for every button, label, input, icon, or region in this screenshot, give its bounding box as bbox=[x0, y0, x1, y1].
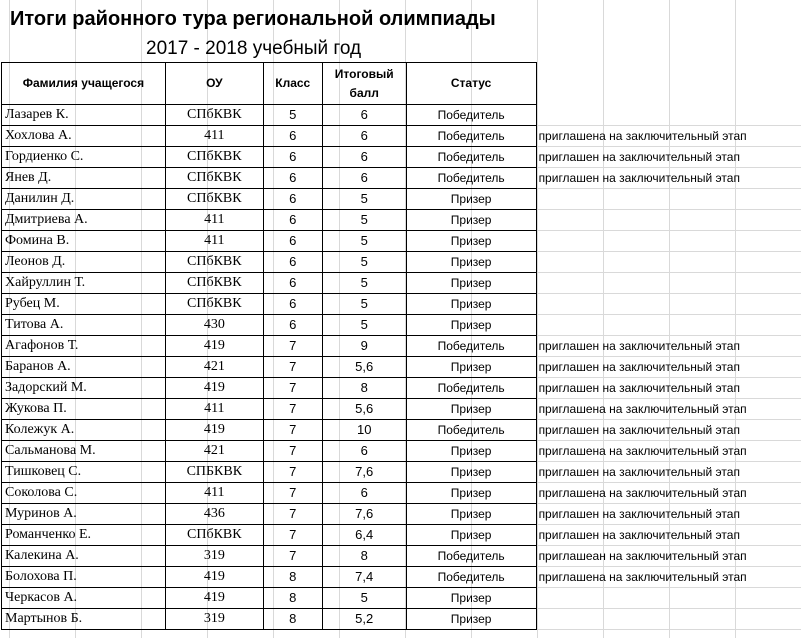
grade-cell[interactable]: 7 bbox=[263, 525, 322, 546]
score-cell[interactable]: 8 bbox=[322, 378, 406, 399]
note-cell[interactable]: приглашена на заключительный этап bbox=[536, 483, 801, 504]
student-name-cell[interactable]: Дмитриева А. bbox=[2, 210, 166, 231]
table-row bbox=[2, 210, 801, 231]
table-row bbox=[2, 588, 801, 609]
school-cell[interactable]: 411 bbox=[165, 210, 263, 231]
grade-cell[interactable]: 7 bbox=[263, 462, 322, 483]
note-cell[interactable]: приглашен на заключительный этап bbox=[536, 420, 801, 441]
student-name-cell[interactable]: Соколова С. bbox=[2, 483, 166, 504]
student-name-cell[interactable]: Мартынов Б. bbox=[2, 609, 166, 630]
grade-cell[interactable]: 6 bbox=[263, 294, 322, 315]
student-name-cell[interactable]: Хайруллин Т. bbox=[2, 273, 166, 294]
grade-cell[interactable]: 6 bbox=[263, 252, 322, 273]
grade-cell[interactable]: 6 bbox=[263, 147, 322, 168]
status-cell[interactable]: Призер bbox=[406, 441, 536, 462]
status-cell[interactable]: Победитель bbox=[406, 567, 536, 588]
school-cell[interactable]: 419 bbox=[165, 588, 263, 609]
score-cell[interactable]: 5,6 bbox=[322, 399, 406, 420]
school-cell[interactable]: СПбКВК bbox=[165, 273, 263, 294]
school-cell[interactable]: СПбКВК bbox=[165, 525, 263, 546]
school-cell[interactable]: 436 bbox=[165, 504, 263, 525]
note-cell[interactable] bbox=[536, 210, 801, 231]
grade-cell[interactable]: 7 bbox=[263, 378, 322, 399]
grade-cell[interactable]: 8 bbox=[263, 567, 322, 588]
grade-cell[interactable]: 7 bbox=[263, 483, 322, 504]
status-cell[interactable]: Призер bbox=[406, 273, 536, 294]
school-cell[interactable]: СПбКВК bbox=[165, 189, 263, 210]
page-subtitle: 2017 - 2018 учебный год bbox=[146, 38, 362, 59]
note-cell[interactable] bbox=[536, 252, 801, 273]
status-cell[interactable]: Призер bbox=[406, 525, 536, 546]
score-cell[interactable]: 5 bbox=[322, 315, 406, 336]
table-row bbox=[2, 231, 801, 252]
table-row bbox=[2, 273, 801, 294]
student-name-cell[interactable]: Калекина А. bbox=[2, 546, 166, 567]
score-cell[interactable]: 6,4 bbox=[322, 525, 406, 546]
score-cell[interactable]: 6 bbox=[322, 483, 406, 504]
grade-cell[interactable]: 7 bbox=[263, 504, 322, 525]
school-cell[interactable]: 419 bbox=[165, 336, 263, 357]
table-row bbox=[2, 567, 801, 588]
score-cell[interactable]: 6 bbox=[322, 147, 406, 168]
header-score: Итоговый балл bbox=[322, 63, 406, 105]
page-title: Итоги районного тура региональной олимпиады bbox=[10, 8, 496, 30]
school-cell[interactable]: 419 bbox=[165, 378, 263, 399]
header-status: Статус bbox=[406, 63, 536, 105]
status-cell[interactable]: Призер bbox=[406, 609, 536, 630]
status-cell[interactable]: Призер bbox=[406, 315, 536, 336]
status-cell[interactable]: Победитель bbox=[406, 147, 536, 168]
results-table bbox=[1, 62, 801, 630]
status-cell[interactable]: Призер bbox=[406, 231, 536, 252]
table-row bbox=[2, 357, 801, 378]
grade-cell[interactable]: 6 bbox=[263, 231, 322, 252]
table-row bbox=[2, 336, 801, 357]
table-row bbox=[2, 525, 801, 546]
school-cell[interactable]: 411 bbox=[165, 126, 263, 147]
grade-cell[interactable]: 6 bbox=[263, 126, 322, 147]
student-name-cell[interactable]: Агафонов Т. bbox=[2, 336, 166, 357]
grade-cell[interactable]: 7 bbox=[263, 546, 322, 567]
note-cell[interactable]: приглашеан на заключительный этап bbox=[536, 546, 801, 567]
table-row bbox=[2, 252, 801, 273]
student-name-cell[interactable]: Романченко Е. bbox=[2, 525, 166, 546]
student-name-cell[interactable]: Фомина В. bbox=[2, 231, 166, 252]
status-cell[interactable]: Победитель bbox=[406, 420, 536, 441]
note-cell[interactable]: приглашен на заключительный этап bbox=[536, 168, 801, 189]
note-cell[interactable]: приглашен на заключительный этап bbox=[536, 525, 801, 546]
score-cell[interactable]: 5,6 bbox=[322, 357, 406, 378]
note-cell[interactable] bbox=[536, 189, 801, 210]
status-cell[interactable]: Победитель bbox=[406, 546, 536, 567]
score-cell[interactable]: 7,6 bbox=[322, 462, 406, 483]
table-header-row bbox=[2, 63, 801, 105]
note-cell[interactable] bbox=[536, 273, 801, 294]
score-cell[interactable]: 8 bbox=[322, 546, 406, 567]
grade-cell[interactable]: 7 bbox=[263, 399, 322, 420]
score-cell[interactable]: 6 bbox=[322, 168, 406, 189]
score-cell[interactable]: 5,2 bbox=[322, 609, 406, 630]
table-row bbox=[2, 126, 801, 147]
school-cell[interactable]: 411 bbox=[165, 231, 263, 252]
score-cell[interactable]: 6 bbox=[322, 105, 406, 126]
score-cell[interactable]: 7,4 bbox=[322, 567, 406, 588]
student-name-cell[interactable]: Гордиенко С. bbox=[2, 147, 166, 168]
grade-cell[interactable]: 6 bbox=[263, 168, 322, 189]
table-row bbox=[2, 294, 801, 315]
note-cell[interactable]: приглашен на заключительный этап bbox=[536, 357, 801, 378]
table-row bbox=[2, 315, 801, 336]
school-cell[interactable]: 319 bbox=[165, 609, 263, 630]
student-name-cell[interactable]: Болохова П. bbox=[2, 567, 166, 588]
score-cell[interactable]: 5 bbox=[322, 294, 406, 315]
table-row bbox=[2, 378, 801, 399]
table-row bbox=[2, 189, 801, 210]
score-cell[interactable]: 6 bbox=[322, 126, 406, 147]
status-cell[interactable]: Победитель bbox=[406, 126, 536, 147]
table-row bbox=[2, 546, 801, 567]
header-empty bbox=[536, 63, 801, 105]
note-cell[interactable]: приглашена на заключительный этап bbox=[536, 399, 801, 420]
school-cell[interactable]: СПБКВК bbox=[165, 462, 263, 483]
table-row bbox=[2, 168, 801, 189]
note-cell[interactable] bbox=[536, 588, 801, 609]
status-cell[interactable]: Призер bbox=[406, 399, 536, 420]
table-row bbox=[2, 147, 801, 168]
student-name-cell[interactable]: Рубец М. bbox=[2, 294, 166, 315]
grade-cell[interactable]: 7 bbox=[263, 420, 322, 441]
grade-cell[interactable]: 6 bbox=[263, 315, 322, 336]
note-cell[interactable] bbox=[536, 294, 801, 315]
table-row bbox=[2, 483, 801, 504]
grade-cell[interactable]: 7 bbox=[263, 336, 322, 357]
score-cell[interactable]: 5 bbox=[322, 273, 406, 294]
note-cell[interactable] bbox=[536, 609, 801, 630]
status-cell[interactable]: Призер bbox=[406, 252, 536, 273]
student-name-cell[interactable]: Муринов А. bbox=[2, 504, 166, 525]
score-cell[interactable]: 5 bbox=[322, 252, 406, 273]
status-cell[interactable]: Призер bbox=[406, 210, 536, 231]
note-cell[interactable]: приглашен на заключительный этап bbox=[536, 504, 801, 525]
school-cell[interactable]: 421 bbox=[165, 441, 263, 462]
status-cell[interactable]: Победитель bbox=[406, 336, 536, 357]
table-row bbox=[2, 399, 801, 420]
student-name-cell[interactable]: Титова А. bbox=[2, 315, 166, 336]
grade-cell[interactable]: 8 bbox=[263, 588, 322, 609]
note-cell[interactable]: приглашен на заключительный этап bbox=[536, 336, 801, 357]
score-cell[interactable]: 5 bbox=[322, 189, 406, 210]
score-cell[interactable]: 5 bbox=[322, 588, 406, 609]
grade-cell[interactable]: 6 bbox=[263, 273, 322, 294]
grade-cell[interactable]: 7 bbox=[263, 357, 322, 378]
status-cell[interactable]: Призер bbox=[406, 462, 536, 483]
school-cell[interactable]: СПбКВК bbox=[165, 147, 263, 168]
student-name-cell[interactable]: Янев Д. bbox=[2, 168, 166, 189]
school-cell[interactable]: СПбКВК bbox=[165, 252, 263, 273]
header-grade: Класс bbox=[263, 63, 322, 105]
student-name-cell[interactable]: Лазарев К. bbox=[2, 105, 166, 126]
score-cell[interactable]: 10 bbox=[322, 420, 406, 441]
score-cell[interactable]: 5 bbox=[322, 210, 406, 231]
school-cell[interactable]: 419 bbox=[165, 567, 263, 588]
student-name-cell[interactable]: Колежук А. bbox=[2, 420, 166, 441]
school-cell[interactable]: 421 bbox=[165, 357, 263, 378]
grade-cell[interactable]: 5 bbox=[263, 105, 322, 126]
table-row bbox=[2, 504, 801, 525]
student-name-cell[interactable]: Черкасов А. bbox=[2, 588, 166, 609]
student-name-cell[interactable]: Леонов Д. bbox=[2, 252, 166, 273]
note-cell[interactable] bbox=[536, 315, 801, 336]
table-row bbox=[2, 462, 801, 483]
status-cell[interactable]: Призер bbox=[406, 294, 536, 315]
note-cell[interactable]: приглашен на заключительный этап bbox=[536, 378, 801, 399]
status-cell[interactable]: Победитель bbox=[406, 105, 536, 126]
status-cell[interactable]: Призер bbox=[406, 483, 536, 504]
grade-cell[interactable]: 6 bbox=[263, 210, 322, 231]
status-cell[interactable]: Призер bbox=[406, 504, 536, 525]
student-name-cell[interactable]: Хохлова А. bbox=[2, 126, 166, 147]
status-cell[interactable]: Призер bbox=[406, 357, 536, 378]
table-row bbox=[2, 105, 801, 126]
note-cell[interactable]: приглашена на заключительный этап bbox=[536, 567, 801, 588]
student-name-cell[interactable]: Сальманова М. bbox=[2, 441, 166, 462]
score-cell[interactable]: 7,6 bbox=[322, 504, 406, 525]
school-cell[interactable]: СПбКВК bbox=[165, 168, 263, 189]
score-cell[interactable]: 5 bbox=[322, 231, 406, 252]
status-cell[interactable]: Победитель bbox=[406, 378, 536, 399]
school-cell[interactable]: 411 bbox=[165, 483, 263, 504]
school-cell[interactable]: СПбКВК bbox=[165, 105, 263, 126]
note-cell[interactable]: приглашена на заключительный этап bbox=[536, 126, 801, 147]
grade-cell[interactable]: 7 bbox=[263, 441, 322, 462]
student-name-cell[interactable]: Тишковец С. bbox=[2, 462, 166, 483]
note-cell[interactable] bbox=[536, 105, 801, 126]
school-cell[interactable]: 419 bbox=[165, 420, 263, 441]
grade-cell[interactable]: 8 bbox=[263, 609, 322, 630]
note-cell[interactable]: приглашена на заключительный этап bbox=[536, 441, 801, 462]
note-cell[interactable]: приглашен на заключительный этап bbox=[536, 147, 801, 168]
student-name-cell[interactable]: Баранов А. bbox=[2, 357, 166, 378]
note-cell[interactable] bbox=[536, 231, 801, 252]
note-cell[interactable]: приглашен на заключительный этап bbox=[536, 462, 801, 483]
student-name-cell[interactable]: Жукова П. bbox=[2, 399, 166, 420]
status-cell[interactable]: Призер bbox=[406, 189, 536, 210]
table-row bbox=[2, 609, 801, 630]
student-name-cell[interactable]: Данилин Д. bbox=[2, 189, 166, 210]
school-cell[interactable]: 411 bbox=[165, 399, 263, 420]
status-cell[interactable]: Призер bbox=[406, 588, 536, 609]
school-cell[interactable]: 430 bbox=[165, 315, 263, 336]
student-name-cell[interactable]: Задорский М. bbox=[2, 378, 166, 399]
score-cell[interactable]: 6 bbox=[322, 441, 406, 462]
school-cell[interactable]: 319 bbox=[165, 546, 263, 567]
status-cell[interactable]: Победитель bbox=[406, 168, 536, 189]
header-school: ОУ bbox=[165, 63, 263, 105]
table-row bbox=[2, 441, 801, 462]
header-name: Фамилия учащегося bbox=[2, 63, 166, 105]
table-row bbox=[2, 420, 801, 441]
grade-cell[interactable]: 6 bbox=[263, 189, 322, 210]
score-cell[interactable]: 9 bbox=[322, 336, 406, 357]
school-cell[interactable]: СПбКВК bbox=[165, 294, 263, 315]
